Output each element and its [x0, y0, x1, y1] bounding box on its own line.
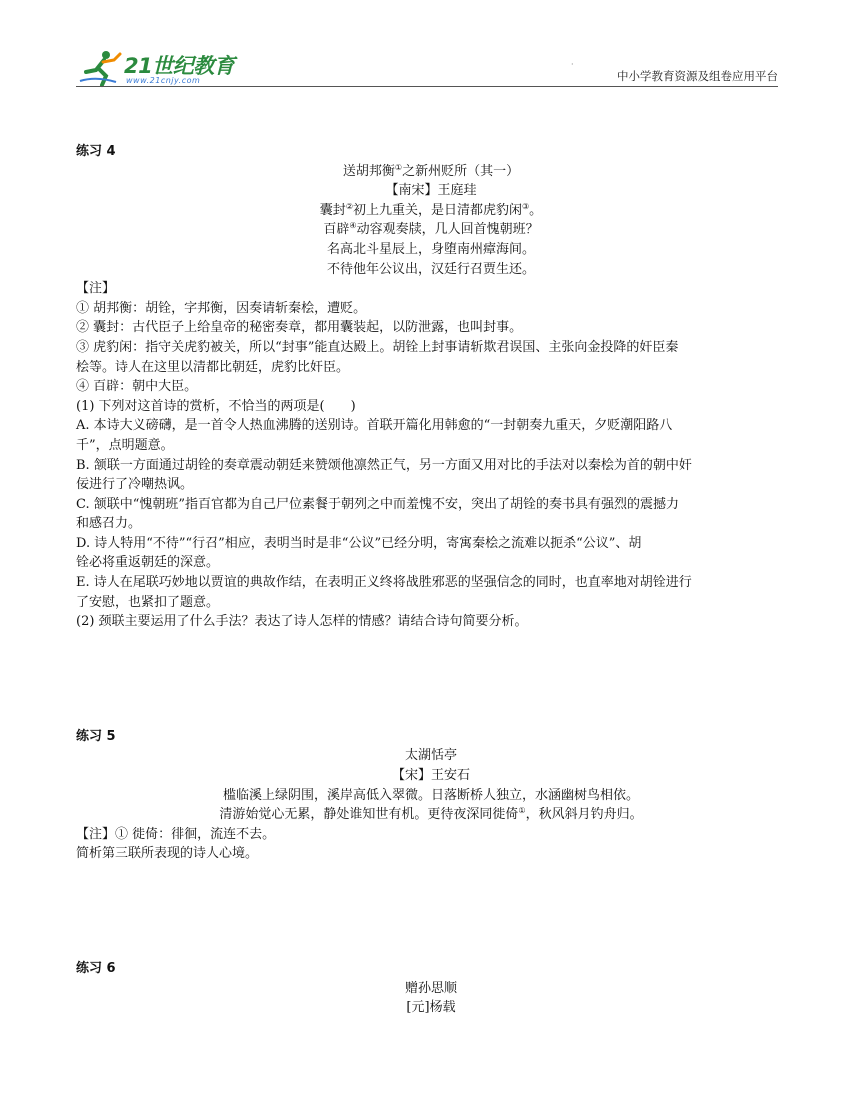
poem-title-text: 送胡邦衡: [342, 163, 395, 179]
exercise-5-title: 练习 5: [76, 728, 116, 744]
note-3: ③ 虎豹闲：指守关虎豹被关，所以“封事”能直达殿上。胡铨上封事请斩欺君误国、主张向金投降的奸臣秦: [76, 339, 679, 355]
option-e-cont: 了安慰，也紧扣了题意。: [76, 594, 220, 610]
poem-line-3: 名高北斗星辰上，身堕南州瘴海间。: [326, 241, 535, 257]
footnote-mark: ②: [345, 201, 353, 211]
answer-space: [76, 864, 786, 959]
answer-space: [76, 632, 786, 727]
document-body: [76, 142, 786, 1018]
option-c-cont: 和感召力。: [76, 516, 142, 532]
poem-text: 百辟: [323, 222, 350, 238]
footnote-mark: ④: [349, 221, 357, 231]
option-d-cont: 铨必将重返朝廷的深意。: [76, 555, 220, 571]
note-2: ② 囊封：古代臣子上给皇帝的秘密奏章，都用囊装起，以防泄露，也叫封事。: [76, 320, 523, 336]
logo-text: 21世纪教育: [124, 54, 235, 78]
option-d: D. 诗人特用“不待”“行召”相应，表明当时是非“公议”已经分明，寄寓秦桧之流难以扼杀“公议”、胡: [76, 535, 642, 551]
poem-author: 【宋】王安石: [391, 768, 470, 784]
poem-line-1: 槛临溪上绿阴围，溪岸高低入翠微。日落断桥人独立，水涵幽树鸟相依。: [222, 787, 639, 803]
option-a-cont: 千”，点明题意。: [76, 437, 174, 453]
platform-name: 中小学教育资源及组卷应用平台: [617, 69, 778, 83]
note-label: 【注】: [76, 281, 116, 297]
poem-line-2: [76, 220, 786, 240]
header-dot: ·: [571, 60, 574, 69]
note: 【注】① 徙倚：徘徊，流连不去。: [76, 826, 276, 842]
poem-line-1: [76, 201, 786, 221]
runner-logo-icon: [76, 48, 124, 88]
footnote-mark: ①: [394, 162, 403, 172]
option-e: E. 诗人在尾联巧妙地以贾谊的典故作结，在表明正义终将战胜邪恶的坚强信念的同时，也直率地对胡铨进行: [76, 575, 692, 591]
note-3-cont: 桧等。诗人在这里以清都比朝廷，虎豹比奸臣。: [76, 359, 350, 375]
option-a: A. 本诗大义磅礴，是一首令人热血沸腾的送别诗。首联开篇化用韩愈的“一封朝奏九重天，夕贬潮阳路八: [76, 418, 673, 434]
page-header: [76, 44, 778, 86]
poem-title-rest: 之新州贬所（其一）: [402, 163, 520, 179]
poem-text: 囊封: [319, 202, 346, 218]
option-c: C. 颔联中“愧朝班”指百官都为自己尸位素餐于朝列之中而羞愧不安，突出了胡铨的奏书具有强烈的震撼力: [76, 496, 680, 512]
exercise-6-title: 练习 6: [76, 961, 116, 976]
footnote-mark: ③: [522, 201, 530, 211]
poem-line-2: [76, 805, 786, 825]
poem-text: 。: [529, 202, 543, 218]
exercise-4-title: 练习 4: [76, 144, 116, 159]
logo: [76, 48, 246, 88]
poem-text: 动容观奏牍，几人回首愧朝班？: [356, 222, 539, 238]
header-rule: [76, 86, 778, 87]
poem-text: ，秋风斜月钓舟归。: [525, 807, 643, 823]
note-1: ① 胡邦衡：胡铨，字邦衡，因奏请斩秦桧，遭贬。: [76, 300, 367, 316]
poem-title: [76, 162, 786, 182]
poem-text: 初上九重关，是日清都虎豹闲: [352, 202, 522, 218]
logo-url: www.21cnjy.com: [126, 76, 201, 85]
question: 简析第三联所表现的诗人心境。: [76, 846, 259, 862]
question-2: (2) 颈联主要运用了什么手法？表达了诗人怎样的情感？请结合诗句简要分析。: [76, 614, 528, 630]
option-b-cont: 佞进行了冷嘲热讽。: [76, 477, 194, 493]
footnote-mark: ①: [518, 806, 526, 816]
poem-author: 【南宋】王庭珪: [385, 183, 477, 199]
poem-author: [元]杨载: [406, 1000, 456, 1016]
note-4: ④ 百辟：朝中大臣。: [76, 379, 198, 395]
option-b: B. 颔联一方面通过胡铨的奏章震动朝廷来赞颂他凛然正气，另一方面又用对比的手法对以秦桧为首的朝中奸: [76, 457, 692, 473]
poem-title: 赠孙思顺: [404, 980, 457, 996]
question-1: (1) 下列对这首诗的赏析，不恰当的两项是( ): [76, 398, 356, 414]
poem-line-4: 不待他年公议出，汉廷行召贾生还。: [326, 261, 535, 277]
poem-text: 清游始觉心无累，静处谁知世有机。更待夜深同徙倚: [219, 807, 519, 823]
poem-title: 太湖恬亭: [404, 748, 457, 764]
